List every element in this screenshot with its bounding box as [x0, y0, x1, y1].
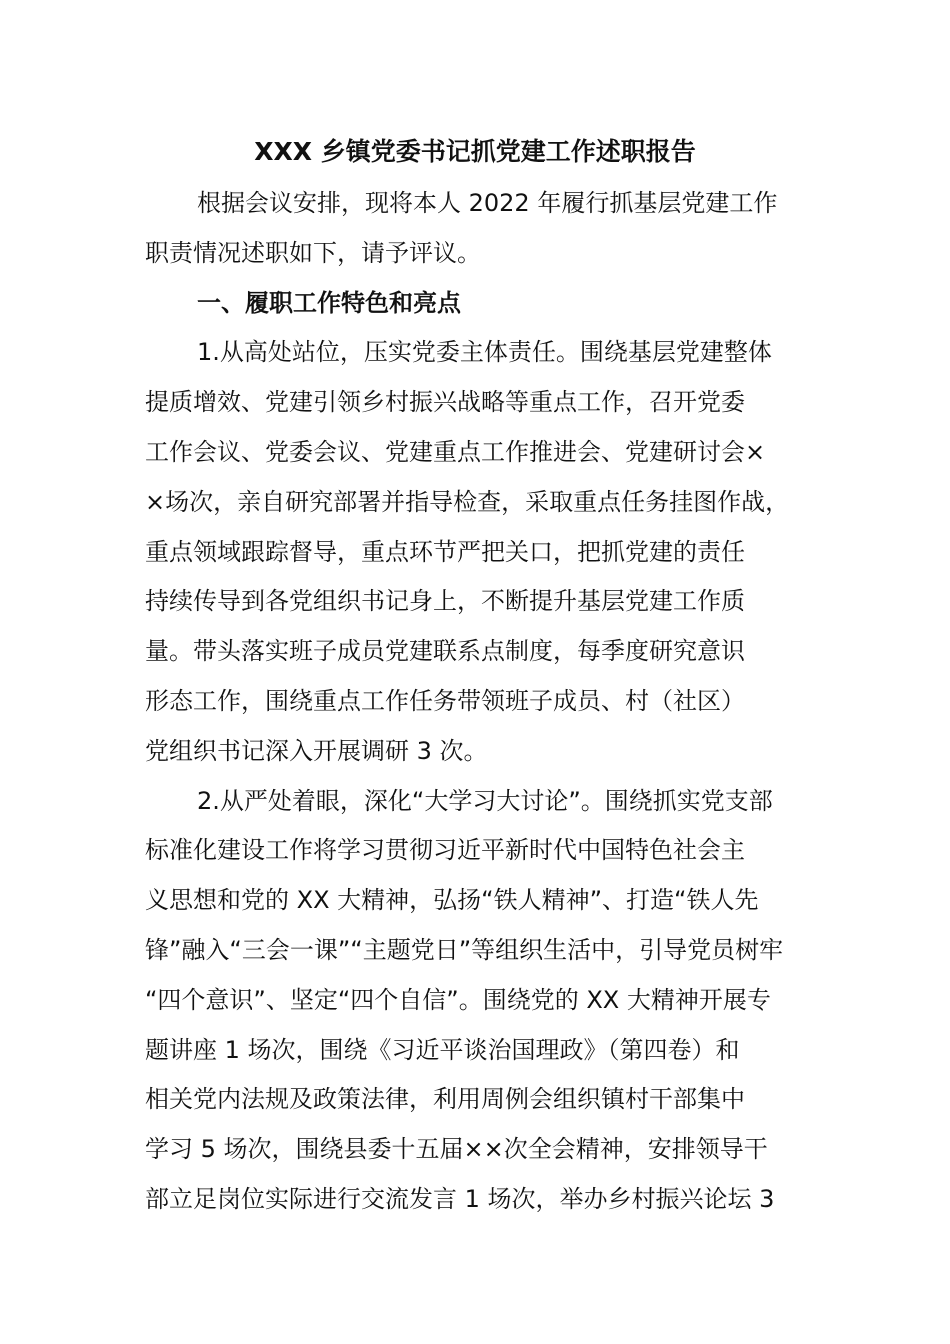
paragraph-2: [145, 777, 835, 1225]
text-line: 部立足岗位实际进行交流发言 1 场次，举办乡村振兴论坛 3: [145, 1184, 775, 1213]
text-line: 根据会议安排，现将本人 2022 年履行抓基层党建工作: [197, 189, 778, 217]
text-line: 党组织书记深入开展调研 3 次。: [145, 736, 488, 765]
text-line: “四个意识”、坚定“四个自信”。围绕党的 XX 大精神开展专: [145, 985, 771, 1014]
text-line: 形态工作，围绕重点工作任务带领班子成员、村（社区）: [145, 686, 745, 715]
text-line: 职责情况述职如下，请予评议。: [145, 238, 481, 267]
document-title: XXX 乡镇党委书记抓党建工作述职报告: [254, 137, 696, 166]
text-line: 学习 5 场次，围绕县委十五届××次全会精神，安排领导干: [145, 1135, 768, 1164]
text-line: 题讲座 1 场次，围绕《习近平谈治国理政》（第四卷）和: [145, 1035, 740, 1064]
text-line: 1.从高处站位，压实党委主体责任。围绕基层党建整体: [197, 338, 772, 367]
text-line: 标准化建设工作将学习贯彻习近平新时代中国特色社会主: [145, 836, 745, 865]
text-line: 重点领域跟踪督导，重点环节严把关口，把抓党建的责任: [145, 537, 745, 566]
intro-paragraph: [145, 179, 835, 279]
text-line: 提质增效、党建引领乡村振兴战略等重点工作，召开党委: [145, 388, 745, 417]
text-line: 义思想和党的 XX 大精神，弘扬“铁人精神”、打造“铁人先: [145, 886, 759, 915]
text-line: 2.从严处着眼，深化“大学习大讨论”。围绕抓实党支部: [197, 786, 773, 815]
text-line: 量。带头落实班子成员党建联系点制度，每季度研究意识: [145, 637, 745, 666]
section-heading: 一、履职工作特色和亮点: [197, 288, 461, 317]
text-line: 相关党内法规及政策法律，利用周例会组织镇村干部集中: [145, 1085, 745, 1114]
text-line: 持续传导到各党组织书记身上，不断提升基层党建工作质: [145, 587, 745, 616]
document-body: [145, 179, 835, 1225]
text-line: 工作会议、党委会议、党建重点工作推进会、党建研讨会×: [145, 437, 766, 466]
paragraph-1: [145, 328, 835, 776]
text-line: 锋”融入“三会一课”“主题党日”等组织生活中，引导党员树牢: [145, 935, 784, 964]
text-line: ×场次，亲自研究部署并指导检查，采取重点任务挂图作战，: [145, 487, 790, 516]
